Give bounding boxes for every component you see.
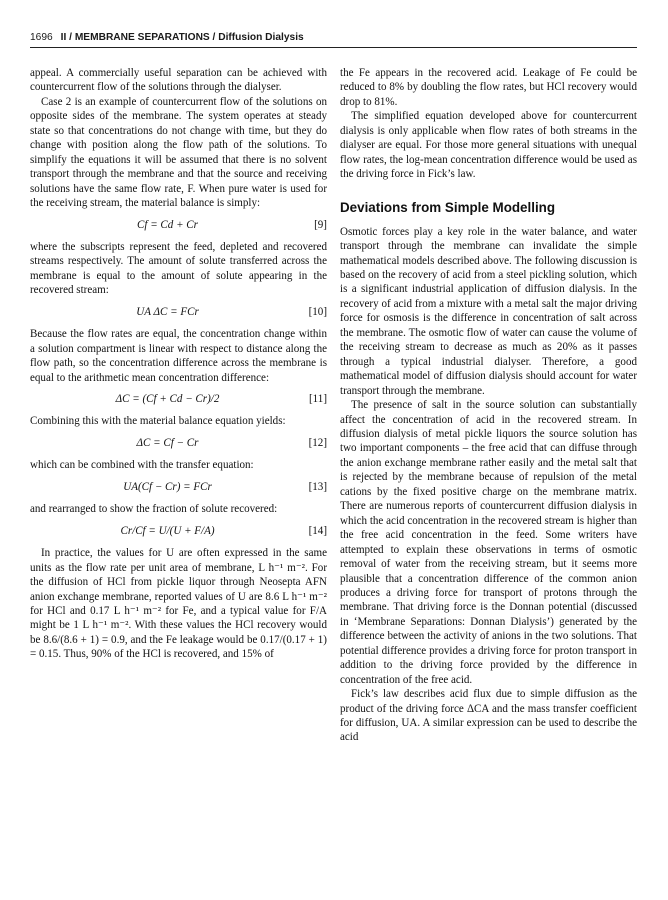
equation-number: [10] [308,305,327,318]
equation-9 [30,218,327,232]
equation-14 [30,524,327,538]
paragraph: the Fe appears in the recovered acid. Leakage of Fe could be reduced to 8% by doubling the flow rates, but HCl recovery would drop to 81%. [340,67,637,108]
equation-body: UA ΔC = FCr [136,305,199,318]
paragraph: and rearranged to show the fraction of solute recovered: [30,503,278,516]
paragraph: Because the flow rates are equal, the concentration change within a solution compartment is linear with respect to distance along the flow path, so the concentration difference across the membrane is equal to the arithmetic mean concentration difference: [30,328,327,384]
section-heading: Deviations from Simple Modelling [340,199,556,215]
equation-body: ΔC = (Cf + Cd − Cr)/2 [115,393,220,406]
equation-body: Cf = Cd + Cr [137,218,198,231]
left-column [30,66,327,662]
equation-10 [30,305,327,319]
equation-number: [9] [314,218,327,231]
running-header [30,32,637,46]
equation-11 [30,392,327,406]
equation-body: ΔC = Cf − Cr [136,436,199,449]
equation-13 [30,480,327,494]
equation-12 [30,436,327,450]
paragraph: where the subscripts represent the feed, depleted and recovered streams respectively. The amount of solute transferred across the membrane is equal to the amount of solute appearing in the recovered stream: [30,240,327,297]
paragraph: Osmotic forces play a key role in the water balance, and water transport through the membrane can invalidate the simple mathematical models described above. The following discussion is based on the recovery of acid from a steel pickling solution, which is a significant industrial application of diffusion dialysis. In the recovery of acid from a mixture with a metal salt the major driving force for osmosis is the difference in concentration of salt across the membrane. The osmotic flow of water can cause the volume of the receiving stream to decrease as much as 20% as it passes through a typical industrial dialyser. Therefore, a good mathematical model of diffusion dialysis should account for water transport through the membrane. [340,225,637,397]
equation-number: [11] [309,393,327,406]
equation-number: [14] [308,524,327,537]
paragraph: Case 2 is an example of countercurrent flow of the solutions on opposite sides of the membrane. The system operates at steady state so that concentrations do not change with time, but they do change with position along the flow path of the solutions. To simplify the equations it will be assumed that there is no solvent transport through the membrane and that the source and receiving solutions have the same flow rate, F. When pure water is used for the receiving stream, the material balance is simply: [30,95,327,210]
paragraph: Fick’s law describes acid flux due to simple diffusion as the product of the driving force ΔCA and the mass transfer coefficient for diffusion, UA. A similar expression can be used to describe the acid [340,688,637,744]
header-rule [30,47,637,48]
equation-number: [12] [308,436,327,449]
paragraph: In practice, the values for U are often expressed in the same units as the flow rate per unit area of membrane, L h⁻¹ m⁻². For the diffusion of HCl from pickle liquor through Neosepta AFN anion exchange membrane, reported values of U are 8.6 L h⁻¹ m⁻² for HCl and 0.17 L h⁻¹ m⁻² for Fe, and a typical value for F/A might be 1 L h⁻¹ m⁻². With these values the HCl recovery would be 8.6/(8.6 + 1) = 0.9, and the Fe leakage would be 0.17/(0.17 + 1) = 0.15. Thus, 90% of the HCl is recovered, and 15% of [30,547,327,661]
paragraph: appeal. A commercially useful separation can be achieved with countercurrent flow of the solutions through the dialyser. [30,67,327,94]
equation-body: UA(Cf − Cr) = FCr [123,480,212,493]
equation-number: [13] [308,480,327,493]
page-number: 1696 [30,32,53,43]
equation-body: Cr/Cf = U/(U + F/A) [120,524,215,537]
right-column [340,66,637,745]
paragraph: which can be combined with the transfer equation: [30,459,254,472]
paragraph: The simplified equation developed above for countercurrent dialysis is only applicable when flow rates of both streams in the dialyser are equal. For those more general situations with unequal flow rates, the log-mean concentration difference would be used as the driving force in Fick’s law. [340,110,637,181]
paragraph: The presence of salt in the source solution can substantially affect the concentration of acid in the recovered stream. In diffusion dialysis of metal pickle liquors the source solution has two important components – the free acid that can diffuse through the anion exchange membrane rather easily and the metal salt that is rejected by the membrane because of repulsion of the metal cations by the fixed positive charge on the membrane matrix. There are numerous reports of countercurrent diffusion dialysis in which the acid concentration in the recovered stream is higher than the free acid concentration in the feed. Some writers have attempted to explain these observations in terms of osmotic removal of water from the receiving stream, but it seems more plausible that a concentration difference of the common anion produces a driving force for transport of protons through the membrane. That driving force is the Donnan potential (discussed in ‘Membrane Separations: Donnan Dialysis’) generated by the difference between the activity of anions in the two solutions. That potential difference provides a driving force for proton transport in addition to the driving force provided by the difference in concentration of the free acid. [340,399,637,686]
running-title: II / MEMBRANE SEPARATIONS / Diffusion Dialysis [60,32,304,43]
paragraph: Combining this with the material balance equation yields: [30,415,286,428]
